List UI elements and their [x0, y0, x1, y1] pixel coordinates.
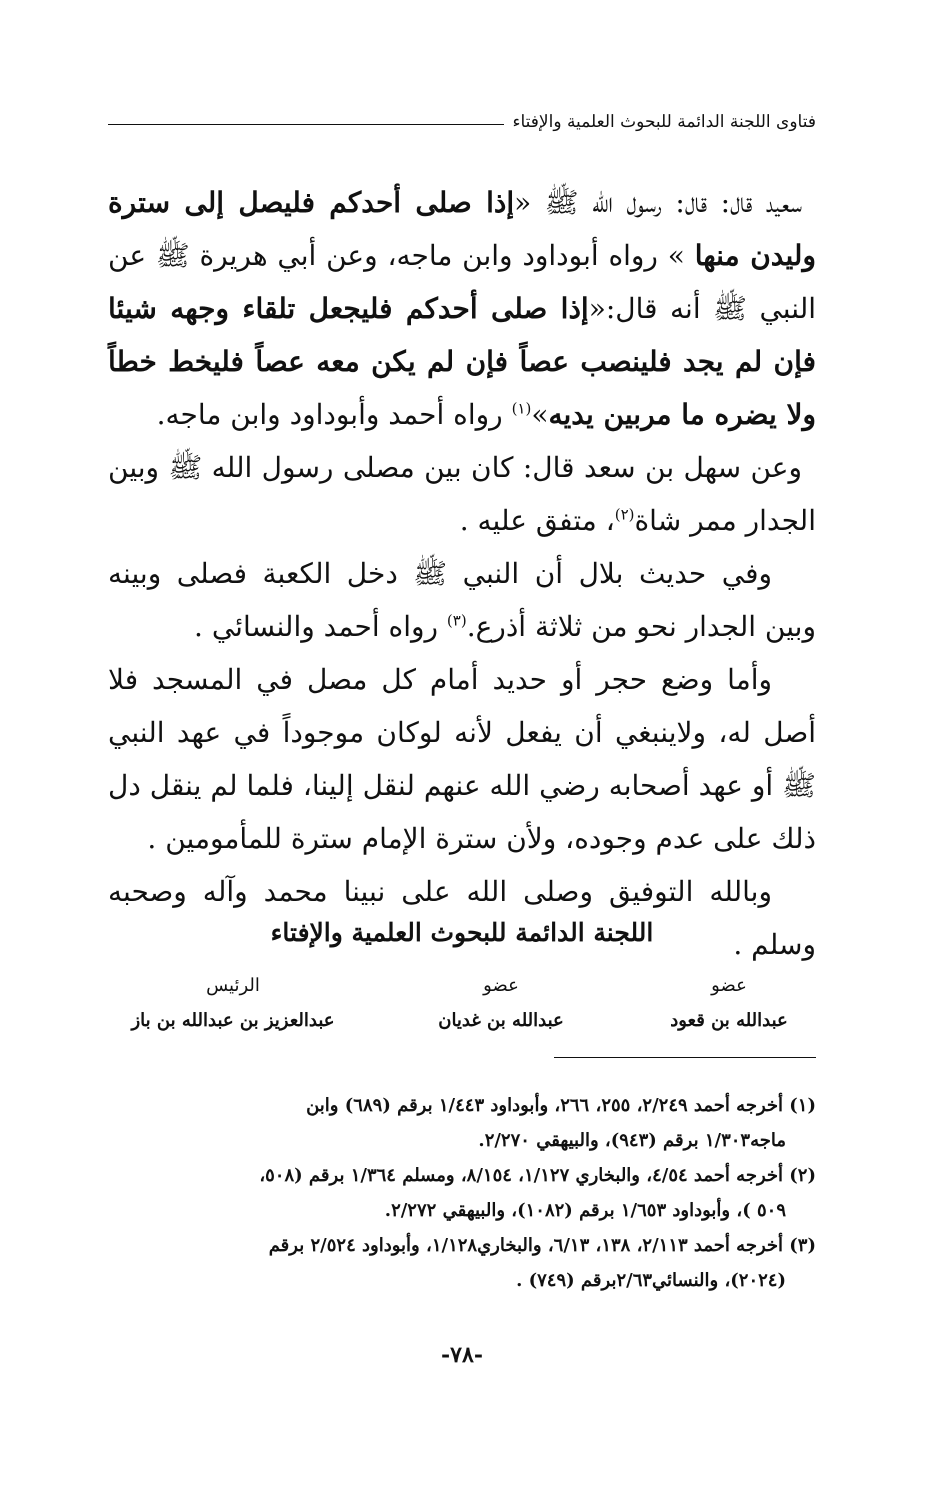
footnote-3 — [108, 1228, 816, 1298]
paragraph-2-text: وعن سهل بن سعد قال: كان بين مصلى رسول الله ﷺ وبين الجدار ممر شاة — [108, 451, 816, 537]
paragraph-4: وأما وضع حجر أو حديد أمام كل مصل في المسجد فلا أصل له، ولاينبغي أن يفعل لأنه لوكان موجوداً في عهد النبي ﷺ أو عهد أصحابه رضي الله عنهم لنقل إلينا، فلما لم ينقل دل ذلك على عدم وجوده، ولأن سترة الإمام سترة للمأمومين . — [108, 663, 816, 855]
paragraph-1-end: رواه أحمد وأبوداود وابن ماجه. — [156, 398, 512, 431]
paragraph-1 — [108, 176, 816, 441]
signature-role: الرئيس — [206, 975, 260, 996]
footnote-ref-2[interactable]: (٢) — [614, 505, 635, 524]
paragraph-2-end: ، متفق عليه . — [459, 504, 615, 537]
paragraph-1-middle: » رواه أبوداود وابن ماجه، وعن أبي هريرة ﷺ عن النبي ﷺ أنه قال:« — [108, 239, 817, 325]
footnote-1-line-1: (١) أخرجه أحمد ٢/٢٤٩، ٢٥٥، ٢٦٦، وأبوداود ١/٤٤٣ برقم (٦٨٩) وابن — [306, 1095, 816, 1116]
footnote-2 — [108, 1158, 816, 1228]
hadith-1-text: إذا صلى أحدكم فليصل إلى سترة وليدن منها — [108, 186, 816, 272]
signature-block — [108, 975, 816, 1031]
body-text — [108, 176, 816, 971]
closing-paragraph: وبالله التوفيق وصلى الله على نبينا محمد وآله وصحبه وسلم . — [108, 875, 816, 961]
page-number: -٧٨- — [441, 1342, 483, 1368]
hadith-2-text: إذا صلى أحدكم فليجعل تلقاء وجهه شيئا فإن لم يجد فلينصب عصاً فإن لم يكن معه عصاً فليخط خطاً ولا يضره ما مربين يديه — [108, 292, 816, 431]
footnote-3-line-1: (٣) أخرجه أحمد ٢/١١٣، ١٣٨، ٦/١٣، والبخاري١/١٢٨، وأبوداود ٢/٥٢٤ برقم — [268, 1235, 816, 1256]
paragraph-2 — [108, 441, 816, 547]
footnote-ref-3[interactable]: (٣) — [446, 611, 467, 630]
paragraph-1-intro: سعيد قال: قال: رسول الله ﷺ « — [514, 186, 802, 219]
document-page — [108, 0, 816, 1494]
running-header — [108, 112, 816, 132]
footnote-separator — [554, 1057, 816, 1058]
signature-name: عبدالله بن غديان — [438, 1010, 564, 1031]
footnote-2-line-2: ٥٠٩ )، وأبوداود ١/٦٥٣ برقم (١٠٨٢)، والبيهقي ٢/٢٧٢. — [384, 1200, 786, 1221]
committee-title: اللجنة الدائمة للبحوث العلمية والإفتاء — [270, 918, 654, 947]
signature-name: عبدالله بن قعود — [670, 1010, 788, 1031]
paragraph-3 — [108, 547, 816, 653]
paragraph-1-quote-close: » — [531, 398, 549, 431]
footnote-3-line-2: (٢٠٢٤)، والنسائي٢/٦٣برقم (٧٤٩) . — [516, 1270, 786, 1291]
footnote-1-line-2: ماجه١/٣٠٣ برقم (٩٤٣)، والبيهقي ٢/٢٧٠. — [478, 1130, 786, 1151]
signature-role: عضو — [711, 975, 747, 996]
footnote-ref-1[interactable]: (١) — [511, 399, 532, 418]
signature-chairman — [108, 975, 358, 1031]
footnote-2-line-1: (٢) أخرجه أحمد ٤/٥٤، والبخاري ١/١٢٧، ٨/١٥٤، ومسلم ١/٣٦٤ برقم (٥٠٨، — [259, 1165, 816, 1186]
paragraph-3-end: رواه أحمد والنسائي . — [194, 610, 447, 643]
signature-name: عبدالعزيز بن عبدالله بن باز — [131, 1010, 335, 1031]
running-header-title: فتاوى اللجنة الدائمة للبحوث العلمية والإفتاء — [512, 112, 816, 132]
signature-member-1 — [644, 975, 814, 1031]
signature-role: عضو — [483, 975, 519, 996]
footnote-1 — [108, 1088, 816, 1158]
signature-member-2 — [401, 975, 601, 1031]
header-rule — [108, 124, 504, 125]
footnotes — [108, 1088, 816, 1298]
paragraph-3-text: وفي حديث بلال أن النبي ﷺ دخل الكعبة فصلى وبينه وبين الجدار نحو من ثلاثة أذرع. — [108, 557, 816, 643]
